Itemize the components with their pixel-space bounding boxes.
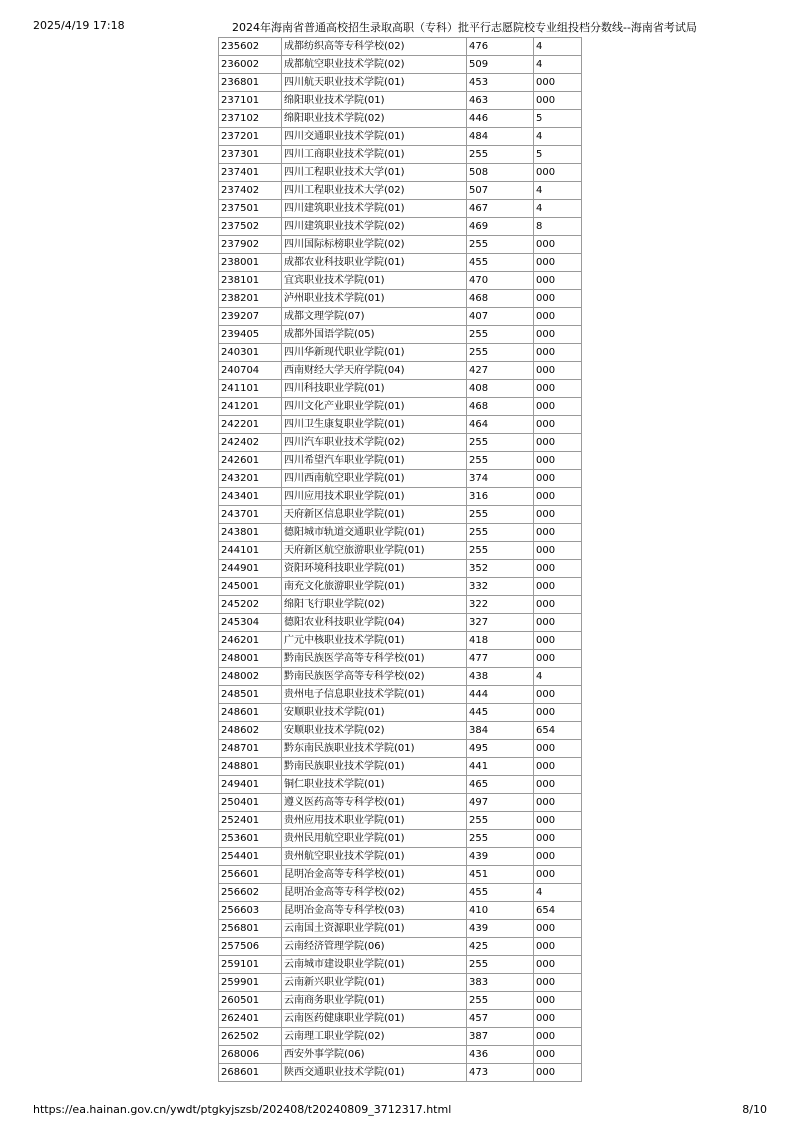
table-row: [219, 740, 582, 758]
table-row: [219, 704, 582, 722]
group-code-cell: 268006: [219, 1046, 282, 1064]
rank-code-cell: 000: [534, 992, 582, 1010]
rank-code-cell: 000: [534, 290, 582, 308]
school-group-cell: 绵阳飞行职业学院(02): [282, 596, 467, 614]
group-code-cell: 248601: [219, 704, 282, 722]
score-cell: 255: [467, 434, 534, 452]
school-group-cell: 四川应用技术职业学院(01): [282, 488, 467, 506]
rank-code-cell: 000: [534, 1046, 582, 1064]
school-group-cell: 四川工程职业技术大学(01): [282, 164, 467, 182]
score-cell: 439: [467, 848, 534, 866]
group-code-cell: 237101: [219, 92, 282, 110]
school-group-cell: 云南商务职业学院(01): [282, 992, 467, 1010]
group-code-cell: 237402: [219, 182, 282, 200]
table-row: [219, 614, 582, 632]
score-cell: 464: [467, 416, 534, 434]
score-cell: 444: [467, 686, 534, 704]
score-cell: 445: [467, 704, 534, 722]
school-group-cell: 成都农业科技职业学院(01): [282, 254, 467, 272]
rank-code-cell: 000: [534, 506, 582, 524]
school-group-cell: 铜仁职业技术学院(01): [282, 776, 467, 794]
group-code-cell: 243801: [219, 524, 282, 542]
score-cell: 455: [467, 254, 534, 272]
rank-code-cell: 000: [534, 560, 582, 578]
table-row: [219, 182, 582, 200]
group-code-cell: 240704: [219, 362, 282, 380]
table-row: [219, 74, 582, 92]
rank-code-cell: 000: [534, 362, 582, 380]
school-group-cell: 四川科技职业学院(01): [282, 380, 467, 398]
rank-code-cell: 000: [534, 758, 582, 776]
score-cell: 327: [467, 614, 534, 632]
table-row: [219, 902, 582, 920]
table-row: [219, 848, 582, 866]
table-row: [219, 812, 582, 830]
group-code-cell: 237401: [219, 164, 282, 182]
table-row: [219, 992, 582, 1010]
score-cell: 255: [467, 524, 534, 542]
school-group-cell: 绵阳职业技术学院(01): [282, 92, 467, 110]
rank-code-cell: 000: [534, 344, 582, 362]
table-row: [219, 632, 582, 650]
rank-code-cell: 000: [534, 92, 582, 110]
table-row: [219, 578, 582, 596]
rank-code-cell: 000: [534, 704, 582, 722]
rank-code-cell: 000: [534, 1028, 582, 1046]
school-group-cell: 云南医药健康职业学院(01): [282, 1010, 467, 1028]
score-cell: 495: [467, 740, 534, 758]
rank-code-cell: 000: [534, 74, 582, 92]
rank-code-cell: 000: [534, 434, 582, 452]
score-cell: 468: [467, 398, 534, 416]
rank-code-cell: 000: [534, 686, 582, 704]
score-cell: 255: [467, 344, 534, 362]
group-code-cell: 248801: [219, 758, 282, 776]
group-code-cell: 241101: [219, 380, 282, 398]
school-group-cell: 贵州电子信息职业技术学院(01): [282, 686, 467, 704]
score-cell: 427: [467, 362, 534, 380]
group-code-cell: 242402: [219, 434, 282, 452]
score-cell: 255: [467, 452, 534, 470]
score-cell: 316: [467, 488, 534, 506]
rank-code-cell: 4: [534, 668, 582, 686]
school-group-cell: 四川建筑职业技术学院(01): [282, 200, 467, 218]
school-group-cell: 天府新区信息职业学院(01): [282, 506, 467, 524]
score-cell: 255: [467, 830, 534, 848]
table-row: [219, 146, 582, 164]
group-code-cell: 248002: [219, 668, 282, 686]
school-group-cell: 四川华新现代职业学院(01): [282, 344, 467, 362]
group-code-cell: 239405: [219, 326, 282, 344]
group-code-cell: 259901: [219, 974, 282, 992]
group-code-cell: 239207: [219, 308, 282, 326]
group-code-cell: 260501: [219, 992, 282, 1010]
rank-code-cell: 4: [534, 38, 582, 56]
school-group-cell: 成都文理学院(07): [282, 308, 467, 326]
group-code-cell: 252401: [219, 812, 282, 830]
group-code-cell: 259101: [219, 956, 282, 974]
score-cell: 255: [467, 146, 534, 164]
school-group-cell: 安顺职业技术学院(02): [282, 722, 467, 740]
table-row: [219, 1028, 582, 1046]
school-group-cell: 黔南民族职业技术学院(01): [282, 758, 467, 776]
rank-code-cell: 000: [534, 974, 582, 992]
group-code-cell: 248602: [219, 722, 282, 740]
table-row: [219, 866, 582, 884]
score-cell: 425: [467, 938, 534, 956]
group-code-cell: 243701: [219, 506, 282, 524]
rank-code-cell: 000: [534, 1064, 582, 1082]
table-row: [219, 236, 582, 254]
table-row: [219, 1064, 582, 1082]
table-row: [219, 488, 582, 506]
rank-code-cell: 000: [534, 596, 582, 614]
score-cell: 457: [467, 1010, 534, 1028]
group-code-cell: 244901: [219, 560, 282, 578]
table-row: [219, 200, 582, 218]
score-cell: 408: [467, 380, 534, 398]
table-row: [219, 254, 582, 272]
school-group-cell: 黔南民族医学高等专科学校(02): [282, 668, 467, 686]
rank-code-cell: 000: [534, 470, 582, 488]
table-row: [219, 128, 582, 146]
group-code-cell: 238001: [219, 254, 282, 272]
table-row: [219, 110, 582, 128]
school-group-cell: 黔南民族医学高等专科学校(01): [282, 650, 467, 668]
table-row: [219, 434, 582, 452]
school-group-cell: 资阳环境科技职业学院(01): [282, 560, 467, 578]
table-row: [219, 326, 582, 344]
group-code-cell: 235602: [219, 38, 282, 56]
score-cell: 255: [467, 506, 534, 524]
score-cell: 473: [467, 1064, 534, 1082]
group-code-cell: 256603: [219, 902, 282, 920]
group-code-cell: 262401: [219, 1010, 282, 1028]
score-cell: 255: [467, 542, 534, 560]
rank-code-cell: 000: [534, 866, 582, 884]
table-row: [219, 92, 582, 110]
rank-code-cell: 000: [534, 488, 582, 506]
group-code-cell: 256602: [219, 884, 282, 902]
table-row: [219, 344, 582, 362]
score-cell: 476: [467, 38, 534, 56]
rank-code-cell: 000: [534, 956, 582, 974]
score-cell: 384: [467, 722, 534, 740]
score-cell: 507: [467, 182, 534, 200]
rank-code-cell: 000: [534, 398, 582, 416]
score-cell: 468: [467, 290, 534, 308]
school-group-cell: 四川希望汽车职业学院(01): [282, 452, 467, 470]
table-row: [219, 1046, 582, 1064]
school-group-cell: 云南理工职业学院(02): [282, 1028, 467, 1046]
table-row: [219, 884, 582, 902]
score-table: [218, 37, 582, 1082]
table-row: [219, 56, 582, 74]
score-cell: 497: [467, 794, 534, 812]
group-code-cell: 245202: [219, 596, 282, 614]
rank-code-cell: 000: [534, 776, 582, 794]
score-cell: 255: [467, 956, 534, 974]
school-group-cell: 云南城市建设职业学院(01): [282, 956, 467, 974]
group-code-cell: 242601: [219, 452, 282, 470]
rank-code-cell: 000: [534, 920, 582, 938]
rank-code-cell: 000: [534, 308, 582, 326]
rank-code-cell: 000: [534, 524, 582, 542]
group-code-cell: 238101: [219, 272, 282, 290]
score-cell: 410: [467, 902, 534, 920]
rank-code-cell: 000: [534, 416, 582, 434]
table-row: [219, 956, 582, 974]
print-datetime: 2025/4/19 17:18: [33, 19, 125, 32]
group-code-cell: 268601: [219, 1064, 282, 1082]
table-row: [219, 362, 582, 380]
school-group-cell: 安顺职业技术学院(01): [282, 704, 467, 722]
rank-code-cell: 000: [534, 452, 582, 470]
school-group-cell: 四川汽车职业技术学院(02): [282, 434, 467, 452]
group-code-cell: 244101: [219, 542, 282, 560]
table-row: [219, 776, 582, 794]
school-group-cell: 四川国际标榜职业学院(02): [282, 236, 467, 254]
rank-code-cell: 000: [534, 830, 582, 848]
table-row: [219, 272, 582, 290]
score-cell: 418: [467, 632, 534, 650]
group-code-cell: 237201: [219, 128, 282, 146]
school-group-cell: 黔东南民族职业技术学院(01): [282, 740, 467, 758]
rank-code-cell: 000: [534, 650, 582, 668]
table-row: [219, 218, 582, 236]
score-cell: 352: [467, 560, 534, 578]
score-cell: 455: [467, 884, 534, 902]
school-group-cell: 德阳城市轨道交通职业学院(01): [282, 524, 467, 542]
table-row: [219, 308, 582, 326]
rank-code-cell: 654: [534, 902, 582, 920]
score-cell: 508: [467, 164, 534, 182]
school-group-cell: 成都航空职业技术学院(02): [282, 56, 467, 74]
score-cell: 446: [467, 110, 534, 128]
school-group-cell: 云南新兴职业学院(01): [282, 974, 467, 992]
group-code-cell: 245304: [219, 614, 282, 632]
rank-code-cell: 000: [534, 1010, 582, 1028]
score-cell: 467: [467, 200, 534, 218]
group-code-cell: 236801: [219, 74, 282, 92]
school-group-cell: 陕西交通职业技术学院(01): [282, 1064, 467, 1082]
school-group-cell: 贵州应用技术职业学院(01): [282, 812, 467, 830]
page-url: https://ea.hainan.gov.cn/ywdt/ptgkyjszsb/202408/t20240809_3712317.html: [33, 1103, 452, 1116]
school-group-cell: 四川西南航空职业学院(01): [282, 470, 467, 488]
table-row: [219, 938, 582, 956]
school-group-cell: 德阳农业科技职业学院(04): [282, 614, 467, 632]
score-cell: 441: [467, 758, 534, 776]
score-cell: 469: [467, 218, 534, 236]
rank-code-cell: 000: [534, 542, 582, 560]
rank-code-cell: 000: [534, 254, 582, 272]
score-cell: 255: [467, 992, 534, 1010]
group-code-cell: 238201: [219, 290, 282, 308]
score-cell: 453: [467, 74, 534, 92]
table-row: [219, 650, 582, 668]
score-cell: 255: [467, 326, 534, 344]
group-code-cell: 237102: [219, 110, 282, 128]
score-cell: 374: [467, 470, 534, 488]
score-cell: 451: [467, 866, 534, 884]
group-code-cell: 246201: [219, 632, 282, 650]
rank-code-cell: 000: [534, 578, 582, 596]
group-code-cell: 236002: [219, 56, 282, 74]
school-group-cell: 四川航天职业技术学院(01): [282, 74, 467, 92]
group-code-cell: 248501: [219, 686, 282, 704]
group-code-cell: 262502: [219, 1028, 282, 1046]
group-code-cell: 245001: [219, 578, 282, 596]
score-cell: 322: [467, 596, 534, 614]
score-table-body: [219, 38, 582, 1082]
score-cell: 470: [467, 272, 534, 290]
rank-code-cell: 000: [534, 164, 582, 182]
group-code-cell: 254401: [219, 848, 282, 866]
group-code-cell: 242201: [219, 416, 282, 434]
group-code-cell: 241201: [219, 398, 282, 416]
school-group-cell: 贵州航空职业技术学院(01): [282, 848, 467, 866]
school-group-cell: 西安外事学院(06): [282, 1046, 467, 1064]
table-row: [219, 452, 582, 470]
score-cell: 383: [467, 974, 534, 992]
group-code-cell: 249401: [219, 776, 282, 794]
group-code-cell: 240301: [219, 344, 282, 362]
table-row: [219, 830, 582, 848]
score-cell: 509: [467, 56, 534, 74]
group-code-cell: 237502: [219, 218, 282, 236]
group-code-cell: 243401: [219, 488, 282, 506]
school-group-cell: 四川工商职业技术学院(01): [282, 146, 467, 164]
school-group-cell: 四川卫生康复职业学院(01): [282, 416, 467, 434]
group-code-cell: 237301: [219, 146, 282, 164]
school-group-cell: 天府新区航空旅游职业学院(01): [282, 542, 467, 560]
school-group-cell: 泸州职业技术学院(01): [282, 290, 467, 308]
rank-code-cell: 4: [534, 182, 582, 200]
score-cell: 477: [467, 650, 534, 668]
school-group-cell: 南充文化旅游职业学院(01): [282, 578, 467, 596]
table-row: [219, 524, 582, 542]
page-title: 2024年海南省普通高校招生录取高职（专科）批平行志愿院校专业组投档分数线--海南省考试局: [232, 21, 697, 34]
table-row: [219, 722, 582, 740]
school-group-cell: 昆明冶金高等专科学校(02): [282, 884, 467, 902]
school-group-cell: 宜宾职业技术学院(01): [282, 272, 467, 290]
group-code-cell: 257506: [219, 938, 282, 956]
school-group-cell: 西南财经大学天府学院(04): [282, 362, 467, 380]
table-row: [219, 794, 582, 812]
group-code-cell: 250401: [219, 794, 282, 812]
school-group-cell: 遵义医药高等专科学校(01): [282, 794, 467, 812]
rank-code-cell: 4: [534, 200, 582, 218]
group-code-cell: 256801: [219, 920, 282, 938]
table-row: [219, 380, 582, 398]
table-row: [219, 668, 582, 686]
table-row: [219, 758, 582, 776]
table-row: [219, 596, 582, 614]
table-row: [219, 470, 582, 488]
rank-code-cell: 000: [534, 848, 582, 866]
group-code-cell: 248701: [219, 740, 282, 758]
school-group-cell: 四川工程职业技术大学(02): [282, 182, 467, 200]
group-code-cell: 243201: [219, 470, 282, 488]
table-row: [219, 38, 582, 56]
group-code-cell: 237902: [219, 236, 282, 254]
rank-code-cell: 000: [534, 632, 582, 650]
score-cell: 255: [467, 236, 534, 254]
group-code-cell: 256601: [219, 866, 282, 884]
score-cell: 387: [467, 1028, 534, 1046]
rank-code-cell: 000: [534, 938, 582, 956]
school-group-cell: 昆明冶金高等专科学校(03): [282, 902, 467, 920]
rank-code-cell: 000: [534, 236, 582, 254]
table-row: [219, 920, 582, 938]
score-cell: 407: [467, 308, 534, 326]
score-cell: 439: [467, 920, 534, 938]
rank-code-cell: 4: [534, 884, 582, 902]
rank-code-cell: 8: [534, 218, 582, 236]
rank-code-cell: 000: [534, 272, 582, 290]
table-row: [219, 560, 582, 578]
school-group-cell: 云南国土资源职业学院(01): [282, 920, 467, 938]
score-cell: 436: [467, 1046, 534, 1064]
table-row: [219, 506, 582, 524]
group-code-cell: 248001: [219, 650, 282, 668]
school-group-cell: 绵阳职业技术学院(02): [282, 110, 467, 128]
school-group-cell: 云南经济管理学院(06): [282, 938, 467, 956]
table-row: [219, 398, 582, 416]
table-row: [219, 1010, 582, 1028]
table-row: [219, 416, 582, 434]
score-cell: 463: [467, 92, 534, 110]
rank-code-cell: 5: [534, 146, 582, 164]
rank-code-cell: 654: [534, 722, 582, 740]
group-code-cell: 237501: [219, 200, 282, 218]
school-group-cell: 四川文化产业职业学院(01): [282, 398, 467, 416]
rank-code-cell: 000: [534, 812, 582, 830]
rank-code-cell: 000: [534, 614, 582, 632]
rank-code-cell: 000: [534, 326, 582, 344]
group-code-cell: 253601: [219, 830, 282, 848]
table-row: [219, 686, 582, 704]
school-group-cell: 贵州民用航空职业学院(01): [282, 830, 467, 848]
rank-code-cell: 4: [534, 128, 582, 146]
school-group-cell: 四川建筑职业技术学院(02): [282, 218, 467, 236]
rank-code-cell: 000: [534, 740, 582, 758]
school-group-cell: 成都纺织高等专科学校(02): [282, 38, 467, 56]
school-group-cell: 成都外国语学院(05): [282, 326, 467, 344]
table-row: [219, 164, 582, 182]
score-cell: 438: [467, 668, 534, 686]
rank-code-cell: 000: [534, 380, 582, 398]
school-group-cell: 四川交通职业技术学院(01): [282, 128, 467, 146]
table-row: [219, 974, 582, 992]
rank-code-cell: 000: [534, 794, 582, 812]
school-group-cell: 广元中核职业技术学院(01): [282, 632, 467, 650]
rank-code-cell: 4: [534, 56, 582, 74]
score-cell: 255: [467, 812, 534, 830]
table-row: [219, 290, 582, 308]
table-row: [219, 542, 582, 560]
score-cell: 484: [467, 128, 534, 146]
score-cell: 465: [467, 776, 534, 794]
rank-code-cell: 5: [534, 110, 582, 128]
score-cell: 332: [467, 578, 534, 596]
page-number: 8/10: [742, 1103, 767, 1116]
school-group-cell: 昆明冶金高等专科学校(01): [282, 866, 467, 884]
